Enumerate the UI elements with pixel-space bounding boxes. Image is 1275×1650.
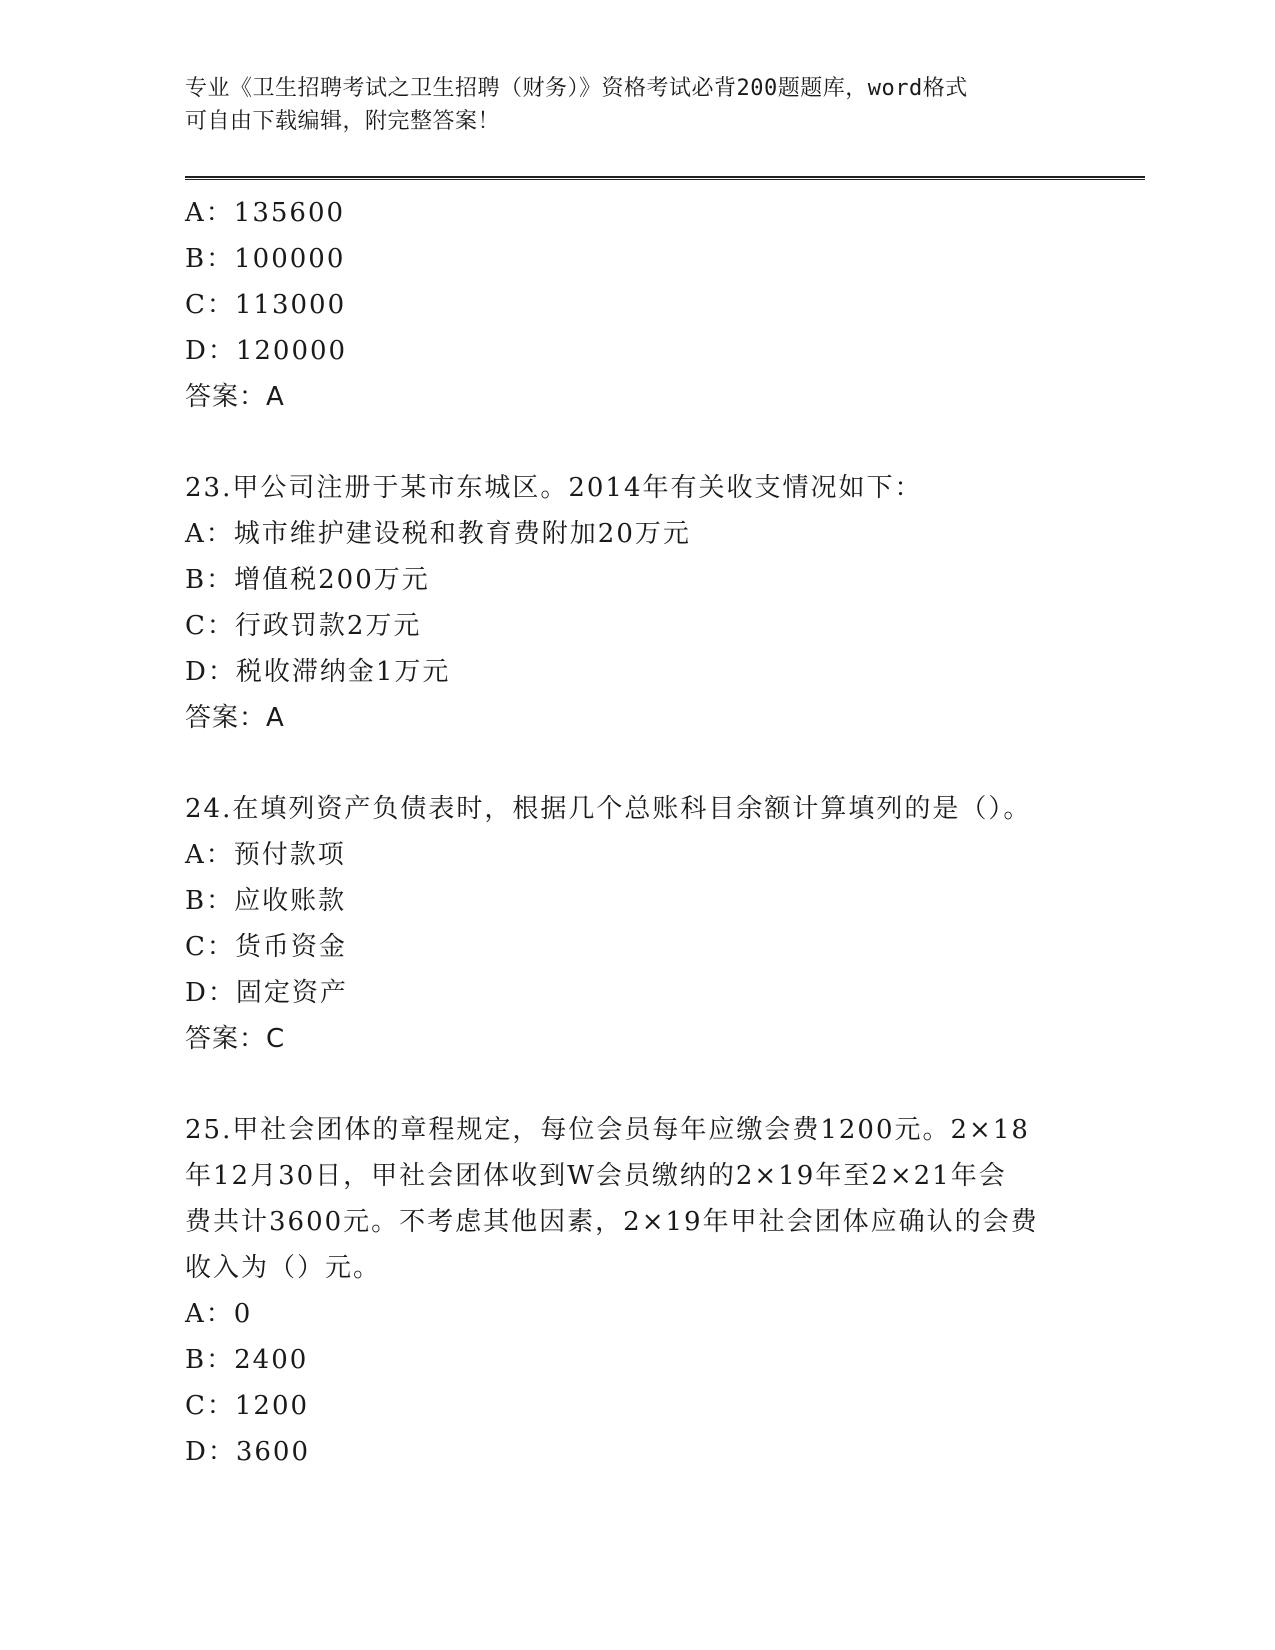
question-stem: 24.在填列资产负债表时，根据几个总账科目余额计算填列的是（）。 [185, 794, 1032, 824]
option-a: A：城市维护建设税和教育费附加20万元 [185, 519, 691, 549]
option-b: B：增值税200万元 [185, 565, 430, 595]
option-a: A：135600 [185, 198, 346, 228]
question-stem-line-3: 费共计3600元。不考虑其他因素，2×19年甲社会团体应确认的会费 [185, 1207, 1039, 1237]
question-stem-line-1: 25.甲社会团体的章程规定，每位会员每年应缴会费1200元。2×18 [185, 1115, 1030, 1145]
answer: 答案：A [185, 703, 285, 733]
option-c: C：113000 [185, 290, 347, 320]
document-header [185, 72, 1065, 138]
option-d: D：税收滞纳金1万元 [185, 657, 451, 687]
option-a: A：0 [185, 1299, 253, 1329]
header-divider [185, 176, 1145, 180]
answer: 答案：A [185, 382, 285, 412]
option-d: D：固定资产 [185, 978, 348, 1008]
option-c: C：行政罚款2万元 [185, 611, 422, 641]
option-b: B：100000 [185, 244, 346, 274]
option-d: D：3600 [185, 1437, 311, 1467]
option-b: B：2400 [185, 1345, 309, 1375]
question-22 [185, 190, 1065, 420]
option-c: C：1200 [185, 1391, 310, 1421]
option-c: C：货币资金 [185, 932, 347, 962]
question-25 [185, 1107, 1065, 1475]
option-b: B：应收账款 [185, 886, 347, 916]
question-list [185, 190, 1065, 1475]
option-d: D：120000 [185, 336, 348, 366]
answer: 答案：C [185, 1024, 286, 1054]
question-stem: 23.甲公司注册于某市东城区。2014年有关收支情况如下： [185, 473, 923, 503]
header-line-2: 可自由下载编辑，附完整答案！ [185, 109, 501, 134]
option-a: A：预付款项 [185, 840, 346, 870]
question-24 [185, 786, 1065, 1062]
question-stem-line-2: 年12月30日，甲社会团体收到W会员缴纳的2×19年至2×21年会 [185, 1161, 1007, 1191]
question-stem-line-4: 收入为（）元。 [185, 1253, 382, 1283]
question-23 [185, 465, 1065, 741]
header-line-1: 专业《卫生招聘考试之卫生招聘（财务）》资格考试必背200题题库，word格式 [185, 76, 968, 101]
